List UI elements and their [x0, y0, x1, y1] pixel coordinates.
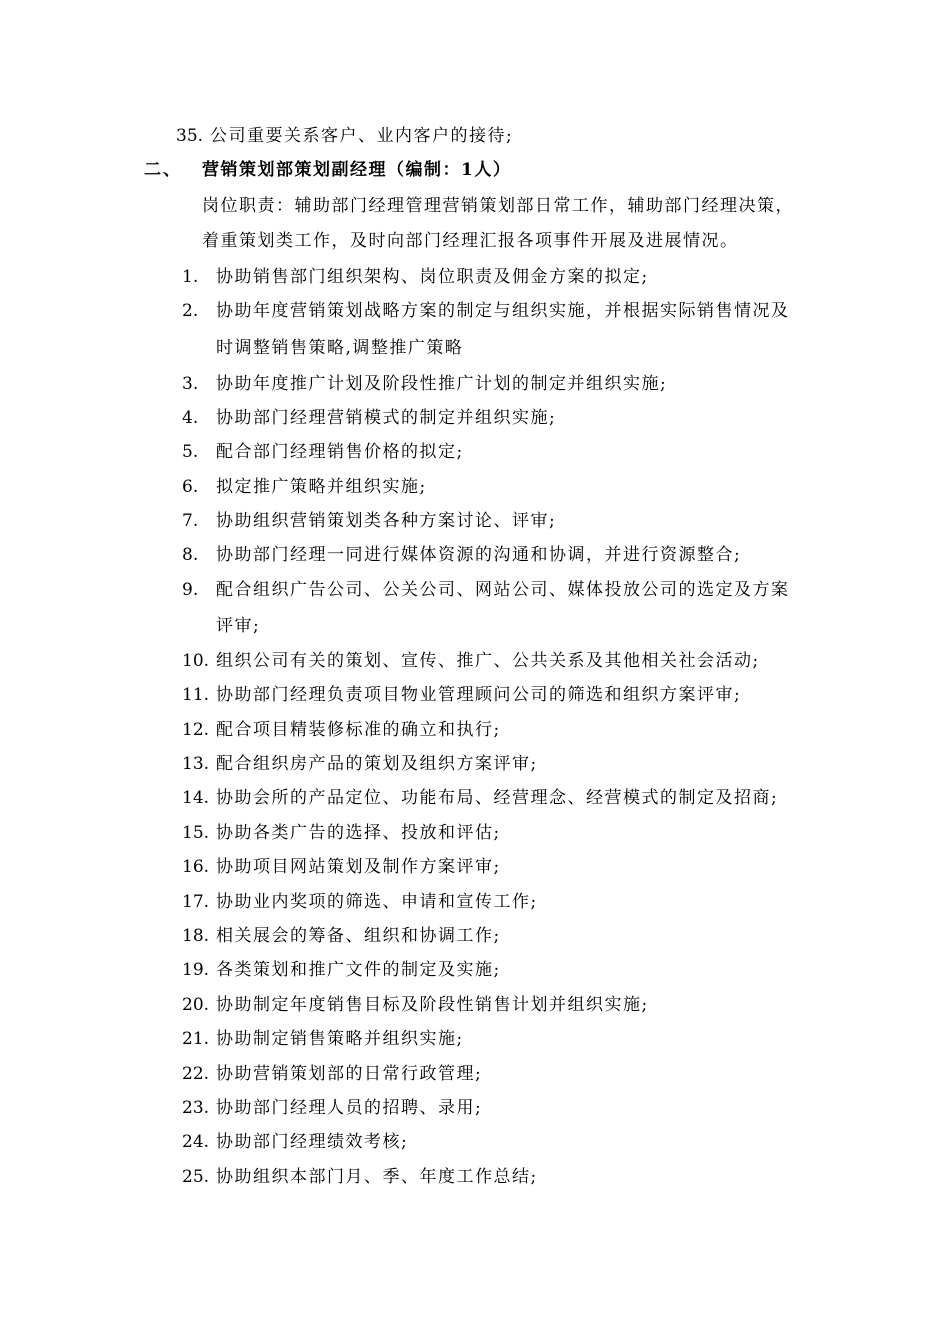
list-item-number: 1. — [182, 267, 199, 287]
list-item-number: 8. — [182, 545, 199, 565]
list-item-text: 拟定推广策略并组织实施; — [216, 477, 427, 497]
list-item-text-continued: 时调整销售策略,调整推广策略 — [216, 338, 464, 358]
intro-item-text: 公司重要关系客户、业内客户的接待; — [210, 126, 514, 146]
list-item-text: 协助部门经理一同进行媒体资源的沟通和协调，并进行资源整合; — [216, 545, 742, 565]
list-item-text: 配合组织房产品的策划及组织方案评审; — [216, 754, 538, 774]
list-item-text: 协助项目网站策划及制作方案评审; — [216, 857, 501, 877]
list-item-text: 协助营销策划部的日常行政管理; — [216, 1064, 483, 1084]
list-item-text: 配合组织广告公司、公关公司、网站公司、媒体投放公司的选定及方案 — [216, 580, 790, 600]
list-item-text: 协助销售部门组织架构、岗位职责及佣金方案的拟定; — [216, 267, 649, 287]
list-item-text: 各类策划和推广文件的制定及实施; — [216, 960, 501, 980]
list-item-text: 协助各类广告的选择、投放和评估; — [216, 823, 501, 843]
list-item-text: 协助年度营销策划战略方案的制定与组织实施，并根据实际销售情况及 — [216, 301, 790, 321]
list-item-text: 协助业内奖项的筛选、申请和宣传工作; — [216, 892, 538, 912]
list-item-number: 5. — [182, 442, 199, 462]
list-item-number: 12. — [182, 720, 210, 740]
list-item-text: 协助部门经理营销模式的制定并组织实施; — [216, 408, 557, 428]
list-item-text: 配合部门经理销售价格的拟定; — [216, 442, 464, 462]
list-item-text: 协助部门经理人员的招聘、录用; — [216, 1098, 483, 1118]
list-item-number: 20. — [182, 995, 210, 1015]
list-item-text: 组织公司有关的策划、宣传、推广、公共关系及其他相关社会活动; — [216, 651, 760, 671]
list-item-number: 9. — [182, 580, 199, 600]
list-item-number: 17. — [182, 892, 210, 912]
duty-line-1: 岗位职责：辅助部门经理管理营销策划部日常工作，辅助部门经理决策， — [202, 196, 794, 216]
intro-item-number: 35. — [176, 126, 204, 146]
list-item-text: 相关展会的筹备、组织和协调工作; — [216, 926, 501, 946]
list-item-text: 协助部门经理绩效考核; — [216, 1132, 409, 1152]
list-item-number: 3. — [182, 374, 199, 394]
list-item-number: 14. — [182, 788, 210, 808]
list-item-number: 7. — [182, 511, 199, 531]
list-item-number: 22. — [182, 1064, 210, 1084]
section-number: 二、 — [144, 160, 182, 180]
list-item-number: 19. — [182, 960, 210, 980]
list-item-text: 协助年度推广计划及阶段性推广计划的制定并组织实施; — [216, 374, 668, 394]
list-item-number: 18. — [182, 926, 210, 946]
list-item-text: 协助组织本部门月、季、年度工作总结; — [216, 1167, 538, 1187]
list-item-number: 15. — [182, 823, 210, 843]
list-item-number: 4. — [182, 408, 199, 428]
list-item-text: 协助制定年度销售目标及阶段性销售计划并组织实施; — [216, 995, 649, 1015]
list-item-number: 16. — [182, 857, 210, 877]
section-title: 营销策划部策划副经理（编制：1人） — [202, 160, 512, 180]
list-item-text: 协助制定销售策略并组织实施; — [216, 1029, 464, 1049]
list-item-number: 10. — [182, 651, 210, 671]
list-item-number: 25. — [182, 1167, 210, 1187]
list-item-number: 21. — [182, 1029, 210, 1049]
list-item-number: 23. — [182, 1098, 210, 1118]
list-item-text-continued: 评审; — [216, 616, 261, 636]
list-item-text: 协助组织营销策划类各种方案讨论、评审; — [216, 511, 557, 531]
list-item-number: 24. — [182, 1132, 210, 1152]
list-item-text: 协助会所的产品定位、功能布局、经营理念、经营模式的制定及招商; — [216, 788, 779, 808]
list-item-text: 协助部门经理负责项目物业管理顾问公司的筛选和组织方案评审; — [216, 685, 742, 705]
list-item-text: 配合项目精装修标准的确立和执行; — [216, 720, 501, 740]
list-item-number: 11. — [182, 685, 210, 705]
list-item-number: 2. — [182, 301, 199, 321]
list-item-number: 6. — [182, 477, 199, 497]
list-item-number: 13. — [182, 754, 210, 774]
duty-line-2: 着重策划类工作，及时向部门经理汇报各项事件开展及进展情况。 — [202, 231, 739, 251]
